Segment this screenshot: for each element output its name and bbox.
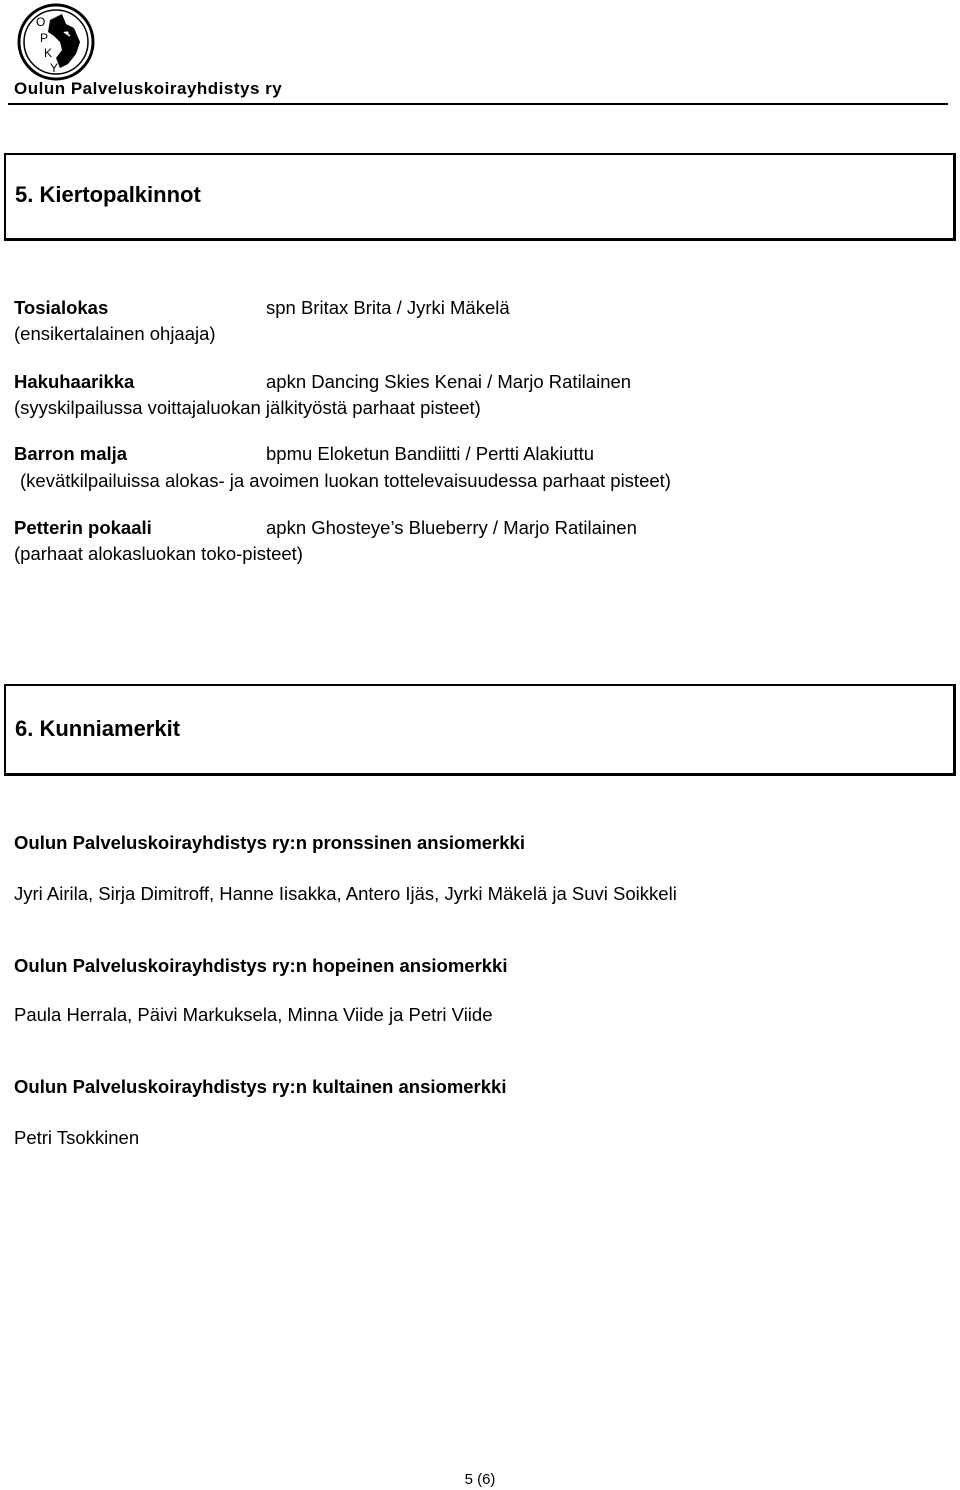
logo-letter-k: K: [44, 46, 53, 60]
award-name: Barron malja: [14, 443, 128, 464]
award-name: Tosialokas: [14, 297, 109, 318]
logo-letter-p: P: [40, 31, 49, 45]
badge-recipients: Petri Tsokkinen: [14, 1127, 140, 1148]
section-5-title: 5. Kiertopalkinnot: [15, 182, 201, 207]
award-note: (kevätkilpailuissa alokas- ja avoimen luokan tottelevaisuudessa parhaat pisteet): [20, 470, 671, 491]
award-winner: apkn Ghosteye’s Blueberry / Marjo Ratilainen: [266, 517, 637, 538]
award-note: (parhaat alokasluokan toko-pisteet): [14, 543, 303, 564]
dog-head-shape: [48, 14, 80, 68]
award-note: (syyskilpailussa voittajaluokan jälkityöstä parhaat pisteet): [14, 397, 481, 418]
section-6-title: 6. Kunniamerkit: [15, 716, 181, 741]
award-winner: bpmu Eloketun Bandiitti / Pertti Alakiuttu: [266, 443, 595, 464]
header-divider: [8, 103, 948, 105]
award-winner: spn Britax Brita / Jyrki Mäkelä: [266, 297, 510, 318]
badge-title: Oulun Palveluskoirayhdistys ry:n hopeinen ansiomerkki: [14, 955, 508, 976]
badge-recipients: Paula Herrala, Päivi Markuksela, Minna Viide ja Petri Viide: [14, 1004, 493, 1025]
section-6-box: [4, 684, 956, 776]
award-note: (ensikertalainen ohjaaja): [14, 323, 216, 344]
org-logo: [16, 2, 96, 82]
badge-title: Oulun Palveluskoirayhdistys ry:n kultainen ansiomerkki: [14, 1076, 507, 1097]
badge-recipients: Jyri Airila, Sirja Dimitroff, Hanne Iisakka, Antero Ijäs, Jyrki Mäkelä ja Suvi Soikkeli: [14, 883, 677, 904]
award-winner: apkn Dancing Skies Kenai / Marjo Ratilainen: [266, 371, 632, 392]
badge-title: Oulun Palveluskoirayhdistys ry:n pronssinen ansiomerkki: [14, 832, 525, 853]
award-name: Petterin pokaali: [14, 517, 152, 538]
logo-letter-o: O: [36, 15, 46, 29]
org-logo-emblem: [16, 2, 96, 82]
section-5-box: [4, 153, 956, 241]
award-name: Hakuhaarikka: [14, 371, 135, 392]
org-name-header: Oulun Palveluskoirayhdistys ry: [14, 79, 283, 98]
logo-letter-y: Y: [50, 61, 59, 75]
page-number: 5 (6): [464, 1471, 496, 1488]
